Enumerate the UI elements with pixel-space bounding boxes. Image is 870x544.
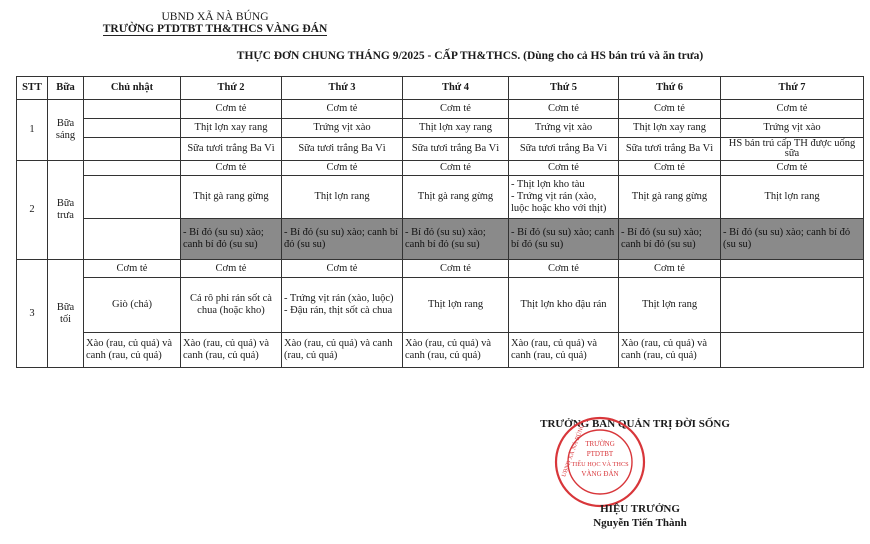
menu-cell: Xào (rau, củ quả) và canh (rau, củ quả) — [181, 333, 282, 368]
table-row — [17, 333, 864, 368]
menu-cell — [84, 176, 181, 219]
menu-cell: - Bí đỏ (su su) xào; canh bí đỏ (su su) — [509, 219, 619, 260]
table-row — [17, 260, 864, 278]
svg-text:UBND XÃ NÀ BÚNG: UBND XÃ NÀ BÚNG — [561, 423, 587, 478]
menu-cell: Cơm tẻ — [282, 260, 403, 278]
svg-text:PTDTBT: PTDTBT — [586, 450, 614, 458]
menu-cell: Sữa tươi trắng Ba Vì — [181, 138, 282, 161]
header-saturday: Thứ 7 — [721, 77, 864, 100]
menu-cell — [84, 119, 181, 138]
svg-text:TRƯỜNG: TRƯỜNG — [585, 440, 615, 448]
menu-cell: Thịt gà rang gừng — [403, 176, 509, 219]
menu-cell: Xào (rau, củ quả) và canh (rau, củ quả) — [619, 333, 721, 368]
svg-text:TIỂU HỌC VÀ THCS: TIỂU HỌC VÀ THCS — [571, 461, 629, 468]
menu-cell: Thịt lợn rang — [721, 176, 864, 219]
menu-cell: Cơm tẻ — [509, 100, 619, 119]
header-row — [17, 77, 864, 100]
table-row — [17, 278, 864, 333]
menu-cell: - Trứng vịt rán (xào, luộc) - Đậu rán, thịt sốt cà chua — [282, 278, 403, 333]
menu-cell: Cơm tẻ — [721, 161, 864, 176]
menu-cell: Thịt lợn xay rang — [403, 119, 509, 138]
menu-cell: Cơm tẻ — [509, 161, 619, 176]
menu-cell: Xào (rau, củ quả) và canh (rau, củ quả) — [509, 333, 619, 368]
menu-cell: Thịt lợn rang — [403, 278, 509, 333]
signature-role: HIỆU TRƯỞNG — [600, 503, 680, 515]
menu-cell: Sữa tươi trắng Ba Vì — [403, 138, 509, 161]
menu-cell: Thịt gà rang gừng — [619, 176, 721, 219]
menu-cell: Sữa tươi trắng Ba Vì — [509, 138, 619, 161]
menu-cell: Cơm tẻ — [403, 260, 509, 278]
school-name-text: TRƯỜNG PTDTBT TH&THCS VÀNG ĐÁN — [102, 23, 328, 35]
meal-name-cell: Bữa trưa — [48, 161, 84, 260]
menu-cell: Xào (rau, củ quả) và canh (rau, củ quả) — [403, 333, 509, 368]
menu-cell: Thịt lợn kho đậu rán — [509, 278, 619, 333]
menu-cell — [721, 260, 864, 278]
header-monday: Thứ 2 — [181, 77, 282, 100]
menu-cell: Cơm tẻ — [181, 100, 282, 119]
menu-cell: Thịt lợn xay rang — [181, 119, 282, 138]
table-row — [17, 100, 864, 119]
official-stamp — [554, 416, 646, 508]
header-friday: Thứ 6 — [619, 77, 721, 100]
menu-cell: - Bí đỏ (su su) xào; canh bí đỏ (su su) — [721, 219, 864, 260]
menu-cell: HS bán trú cấp TH được uống sữa — [721, 138, 864, 161]
header-sunday: Chủ nhật — [84, 77, 181, 100]
menu-cell: Cơm tẻ — [403, 100, 509, 119]
menu-cell: Cơm tẻ — [619, 161, 721, 176]
menu-cell: Cơm tẻ — [181, 161, 282, 176]
table-row — [17, 176, 864, 219]
stt-cell: 1 — [17, 100, 48, 161]
menu-cell: Cơm tẻ — [619, 260, 721, 278]
menu-table — [16, 76, 864, 368]
menu-cell: - Bí đỏ (su su) xào; canh bí đỏ (su su) — [181, 219, 282, 260]
table-row — [17, 138, 864, 161]
menu-cell: - Bí đỏ (su su) xào; canh bí đỏ (su su) — [282, 219, 403, 260]
menu-cell — [84, 161, 181, 176]
menu-cell: Cơm tẻ — [509, 260, 619, 278]
stt-cell: 3 — [17, 260, 48, 368]
menu-cell: Thịt gà rang gừng — [181, 176, 282, 219]
menu-cell — [721, 333, 864, 368]
menu-cell: Sữa tươi trắng Ba Vì — [619, 138, 721, 161]
menu-cell: Cơm tẻ — [403, 161, 509, 176]
svg-text:VÀNG ĐÁN: VÀNG ĐÁN — [581, 470, 619, 478]
menu-cell: Cơm tẻ — [282, 161, 403, 176]
menu-cell: Cơm tẻ — [721, 100, 864, 119]
header-thursday: Thứ 5 — [509, 77, 619, 100]
signature-name: Nguyễn Tiến Thành — [593, 517, 687, 529]
menu-cell — [84, 138, 181, 161]
menu-cell: Thịt lợn rang — [619, 278, 721, 333]
menu-cell: Thịt lợn xay rang — [619, 119, 721, 138]
menu-cell: Cơm tẻ — [619, 100, 721, 119]
menu-cell — [84, 100, 181, 119]
header-meal: Bữa — [48, 77, 84, 100]
menu-cell: Cơm tẻ — [282, 100, 403, 119]
table-row — [17, 119, 864, 138]
header-wednesday: Thứ 4 — [403, 77, 509, 100]
menu-cell: - Bí đỏ (su su) xào; canh bí đỏ (su su) — [619, 219, 721, 260]
header-stt: STT — [17, 77, 48, 100]
menu-cell — [721, 278, 864, 333]
stt-cell: 2 — [17, 161, 48, 260]
menu-title: THỰC ĐƠN CHUNG THÁNG 9/2025 - CẤP TH&THCS. (Dùng cho cả HS bán trú và ăn trưa) — [236, 50, 704, 62]
menu-cell: Thịt lợn rang — [282, 176, 403, 219]
menu-cell: Sữa tươi trắng Ba Vì — [282, 138, 403, 161]
menu-cell: Xào (rau, củ quả) và canh (rau, củ quả) — [84, 333, 181, 368]
table-row — [17, 161, 864, 176]
menu-cell: - Bí đỏ (su su) xào; canh bí đỏ (su su) — [403, 219, 509, 260]
table-row — [17, 219, 864, 260]
menu-cell: Cá rô phi rán sốt cà chua (hoặc kho) — [181, 278, 282, 333]
menu-cell: Cơm tẻ — [84, 260, 181, 278]
header-tuesday: Thứ 3 — [282, 77, 403, 100]
menu-cell: Giò (chả) — [84, 278, 181, 333]
meal-name-cell: Bữa sáng — [48, 100, 84, 161]
menu-cell: Cơm tẻ — [181, 260, 282, 278]
menu-cell: Trứng vịt xào — [721, 119, 864, 138]
menu-cell: - Thịt lợn kho tàu - Trứng vịt rán (xào, luộc hoặc kho với thịt) — [509, 176, 619, 219]
menu-cell: Trứng vịt xào — [282, 119, 403, 138]
menu-cell — [84, 219, 181, 260]
org-name: UBND XÃ NÀ BÚNG — [161, 11, 269, 23]
menu-cell: Xào (rau, củ quả) và canh (rau, củ quả) — [282, 333, 403, 368]
signature-title: TRƯỞNG BAN QUẢN TRỊ ĐỜI SỐNG — [540, 418, 730, 430]
school-name — [95, 22, 335, 36]
menu-cell: Trứng vịt xào — [509, 119, 619, 138]
meal-name-cell: Bữa tối — [48, 260, 84, 368]
